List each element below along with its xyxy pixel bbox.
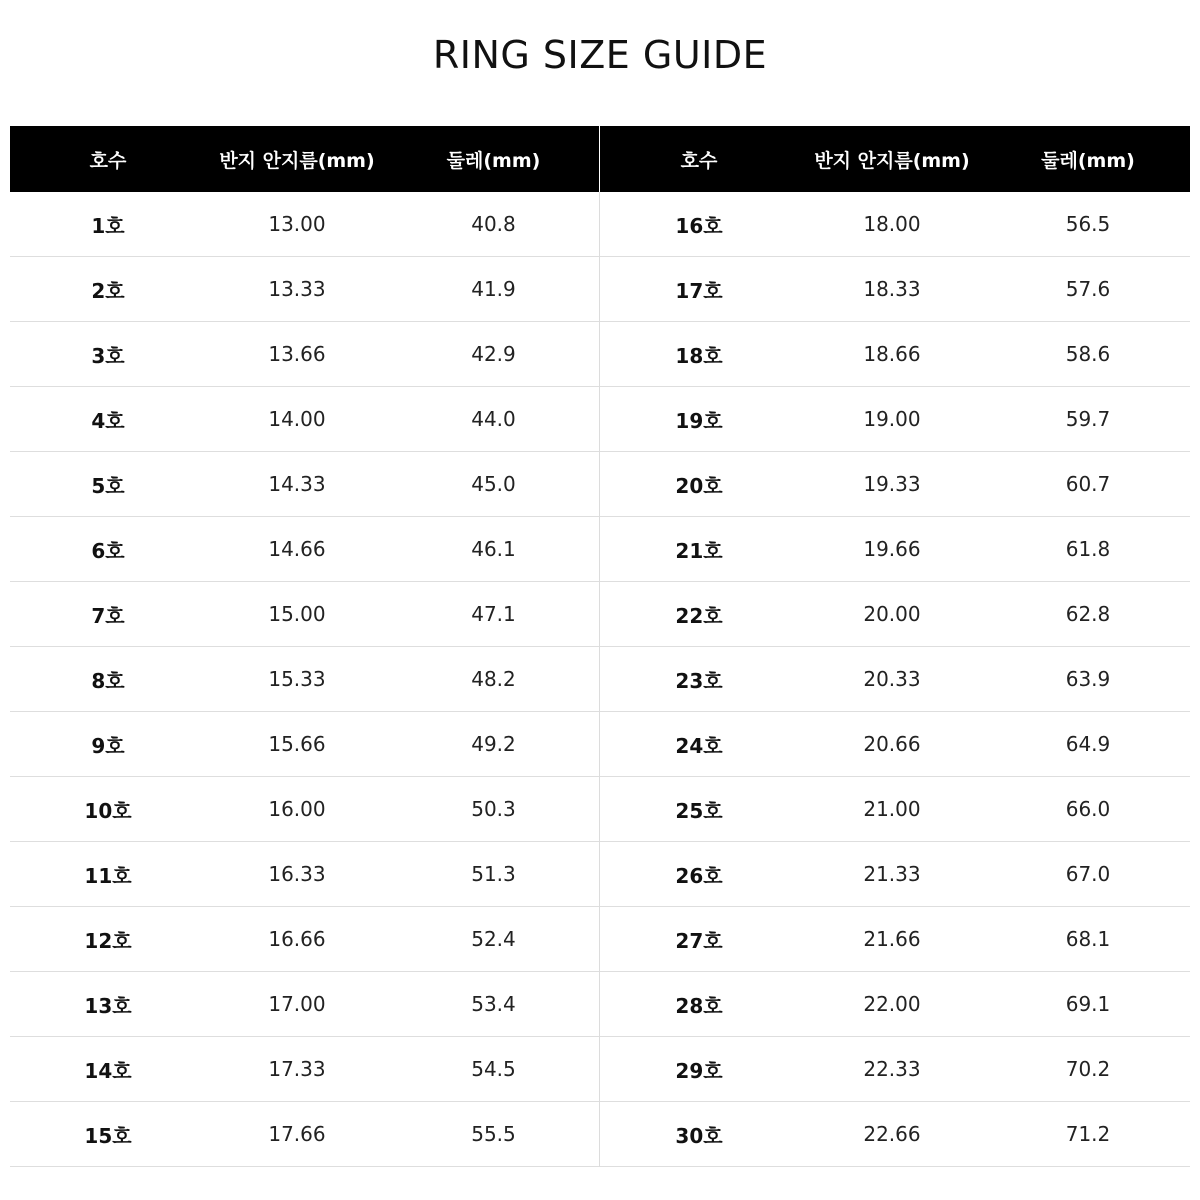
header-circumference: 둘레(mm)	[446, 149, 541, 172]
size-cell: 5호	[91, 473, 125, 498]
table-header-row	[10, 126, 599, 192]
table-row	[600, 842, 1190, 907]
circumference-cell: 41.9	[471, 277, 516, 301]
diameter-cell: 13.66	[268, 342, 326, 366]
diameter-cell: 14.33	[268, 472, 326, 496]
circumference-cell: 44.0	[471, 407, 516, 431]
circumference-cell: 59.7	[1065, 407, 1111, 431]
size-cell: 9호	[91, 733, 125, 758]
table-row	[10, 1037, 599, 1102]
table-row	[600, 712, 1190, 777]
header-size: 호수	[89, 149, 127, 172]
diameter-cell: 21.00	[863, 797, 921, 821]
diameter-cell: 16.33	[268, 862, 326, 886]
diameter-cell: 22.00	[863, 992, 921, 1016]
table-row	[600, 582, 1190, 647]
ring-size-table	[10, 126, 1190, 1167]
size-cell: 18호	[675, 343, 723, 368]
diameter-cell: 21.33	[863, 862, 921, 886]
diameter-cell: 20.00	[863, 602, 921, 626]
table-body-right	[600, 192, 1190, 1167]
table-row	[10, 387, 599, 452]
circumference-cell: 48.2	[471, 667, 516, 691]
diameter-cell: 22.33	[863, 1057, 921, 1081]
diameter-cell: 15.00	[268, 602, 326, 626]
size-cell: 3호	[91, 343, 125, 368]
diameter-cell: 18.00	[863, 212, 921, 236]
size-cell: 12호	[84, 928, 132, 953]
size-cell: 27호	[675, 928, 723, 953]
table-row	[10, 452, 599, 517]
circumference-cell: 46.1	[471, 537, 516, 561]
size-cell: 30호	[675, 1123, 723, 1148]
size-cell: 20호	[675, 473, 723, 498]
circumference-cell: 61.8	[1065, 537, 1111, 561]
size-cell: 29호	[675, 1058, 723, 1083]
diameter-cell: 14.66	[268, 537, 326, 561]
size-cell: 26호	[675, 863, 723, 888]
diameter-cell: 14.00	[268, 407, 326, 431]
diameter-cell: 16.66	[268, 927, 326, 951]
header-circumference: 둘레(mm)	[1041, 149, 1135, 172]
table-row	[600, 192, 1190, 257]
diameter-cell: 18.33	[863, 277, 921, 301]
circumference-cell: 54.5	[471, 1057, 516, 1081]
size-table-left	[10, 126, 599, 1167]
table-row	[10, 972, 599, 1037]
table-row	[600, 517, 1190, 582]
diameter-cell: 22.66	[863, 1122, 921, 1146]
diameter-cell: 19.66	[863, 537, 921, 561]
table-row	[10, 322, 599, 387]
table-body-left	[10, 192, 599, 1167]
diameter-cell: 21.66	[863, 927, 921, 951]
size-cell: 11호	[84, 863, 132, 888]
circumference-cell: 62.8	[1065, 602, 1111, 626]
table-row	[10, 257, 599, 322]
diameter-cell: 13.00	[268, 212, 326, 236]
table-row	[600, 647, 1190, 712]
circumference-cell: 70.2	[1065, 1057, 1111, 1081]
size-cell: 1호	[91, 213, 125, 238]
size-cell: 7호	[91, 603, 125, 628]
header-diameter: 반지 안지름(mm)	[814, 149, 970, 172]
circumference-cell: 50.3	[471, 797, 516, 821]
circumference-cell: 67.0	[1065, 862, 1111, 886]
header-diameter: 반지 안지름(mm)	[219, 149, 375, 172]
diameter-cell: 16.00	[268, 797, 326, 821]
table-row	[10, 582, 599, 647]
table-row	[10, 1102, 599, 1167]
table-row	[10, 192, 599, 257]
table-row	[600, 257, 1190, 322]
circumference-cell: 71.2	[1065, 1122, 1111, 1146]
size-cell: 15호	[84, 1123, 132, 1148]
circumference-cell: 66.0	[1065, 797, 1111, 821]
table-row	[10, 907, 599, 972]
table-row	[600, 452, 1190, 517]
size-cell: 28호	[675, 993, 723, 1018]
table-row	[10, 712, 599, 777]
circumference-cell: 68.1	[1065, 927, 1111, 951]
table-row	[600, 387, 1190, 452]
size-cell: 23호	[675, 668, 723, 693]
size-cell: 17호	[675, 278, 723, 303]
diameter-cell: 17.66	[268, 1122, 326, 1146]
page-title: RING SIZE GUIDE	[432, 33, 768, 77]
diameter-cell: 19.33	[863, 472, 921, 496]
table-row	[600, 322, 1190, 387]
size-cell: 8호	[91, 668, 125, 693]
size-cell: 21호	[675, 538, 723, 563]
header-size: 호수	[680, 149, 718, 172]
table-row	[600, 972, 1190, 1037]
size-table-right	[599, 126, 1190, 1167]
circumference-cell: 49.2	[471, 732, 516, 756]
circumference-cell: 63.9	[1065, 667, 1111, 691]
size-cell: 16호	[675, 213, 723, 238]
diameter-cell: 15.66	[268, 732, 326, 756]
circumference-cell: 58.6	[1065, 342, 1111, 366]
table-row	[10, 647, 599, 712]
size-cell: 22호	[675, 603, 723, 628]
table-row	[600, 1102, 1190, 1167]
size-cell: 24호	[675, 733, 723, 758]
circumference-cell: 51.3	[471, 862, 516, 886]
size-cell: 6호	[91, 538, 125, 563]
circumference-cell: 56.5	[1065, 212, 1111, 236]
diameter-cell: 18.66	[863, 342, 921, 366]
diameter-cell: 17.00	[268, 992, 326, 1016]
diameter-cell: 20.66	[863, 732, 921, 756]
circumference-cell: 57.6	[1065, 277, 1111, 301]
circumference-cell: 64.9	[1065, 732, 1111, 756]
circumference-cell: 40.8	[471, 212, 516, 236]
size-cell: 14호	[84, 1058, 132, 1083]
table-row	[10, 842, 599, 907]
circumference-cell: 53.4	[471, 992, 516, 1016]
circumference-cell: 47.1	[471, 602, 516, 626]
diameter-cell: 17.33	[268, 1057, 326, 1081]
size-cell: 10호	[84, 798, 132, 823]
circumference-cell: 55.5	[471, 1122, 516, 1146]
diameter-cell: 19.00	[863, 407, 921, 431]
size-cell: 19호	[675, 408, 723, 433]
table-row	[600, 1037, 1190, 1102]
circumference-cell: 69.1	[1065, 992, 1111, 1016]
circumference-cell: 42.9	[471, 342, 516, 366]
circumference-cell: 52.4	[471, 927, 516, 951]
size-cell: 13호	[84, 993, 132, 1018]
table-row	[10, 517, 599, 582]
size-cell: 2호	[91, 278, 125, 303]
table-row	[600, 777, 1190, 842]
table-row	[600, 907, 1190, 972]
table-header-row	[599, 126, 1190, 192]
circumference-cell: 60.7	[1065, 472, 1111, 496]
table-row	[10, 777, 599, 842]
size-cell: 4호	[91, 408, 125, 433]
size-cell: 25호	[675, 798, 723, 823]
circumference-cell: 45.0	[471, 472, 516, 496]
diameter-cell: 15.33	[268, 667, 326, 691]
diameter-cell: 13.33	[268, 277, 326, 301]
diameter-cell: 20.33	[863, 667, 921, 691]
